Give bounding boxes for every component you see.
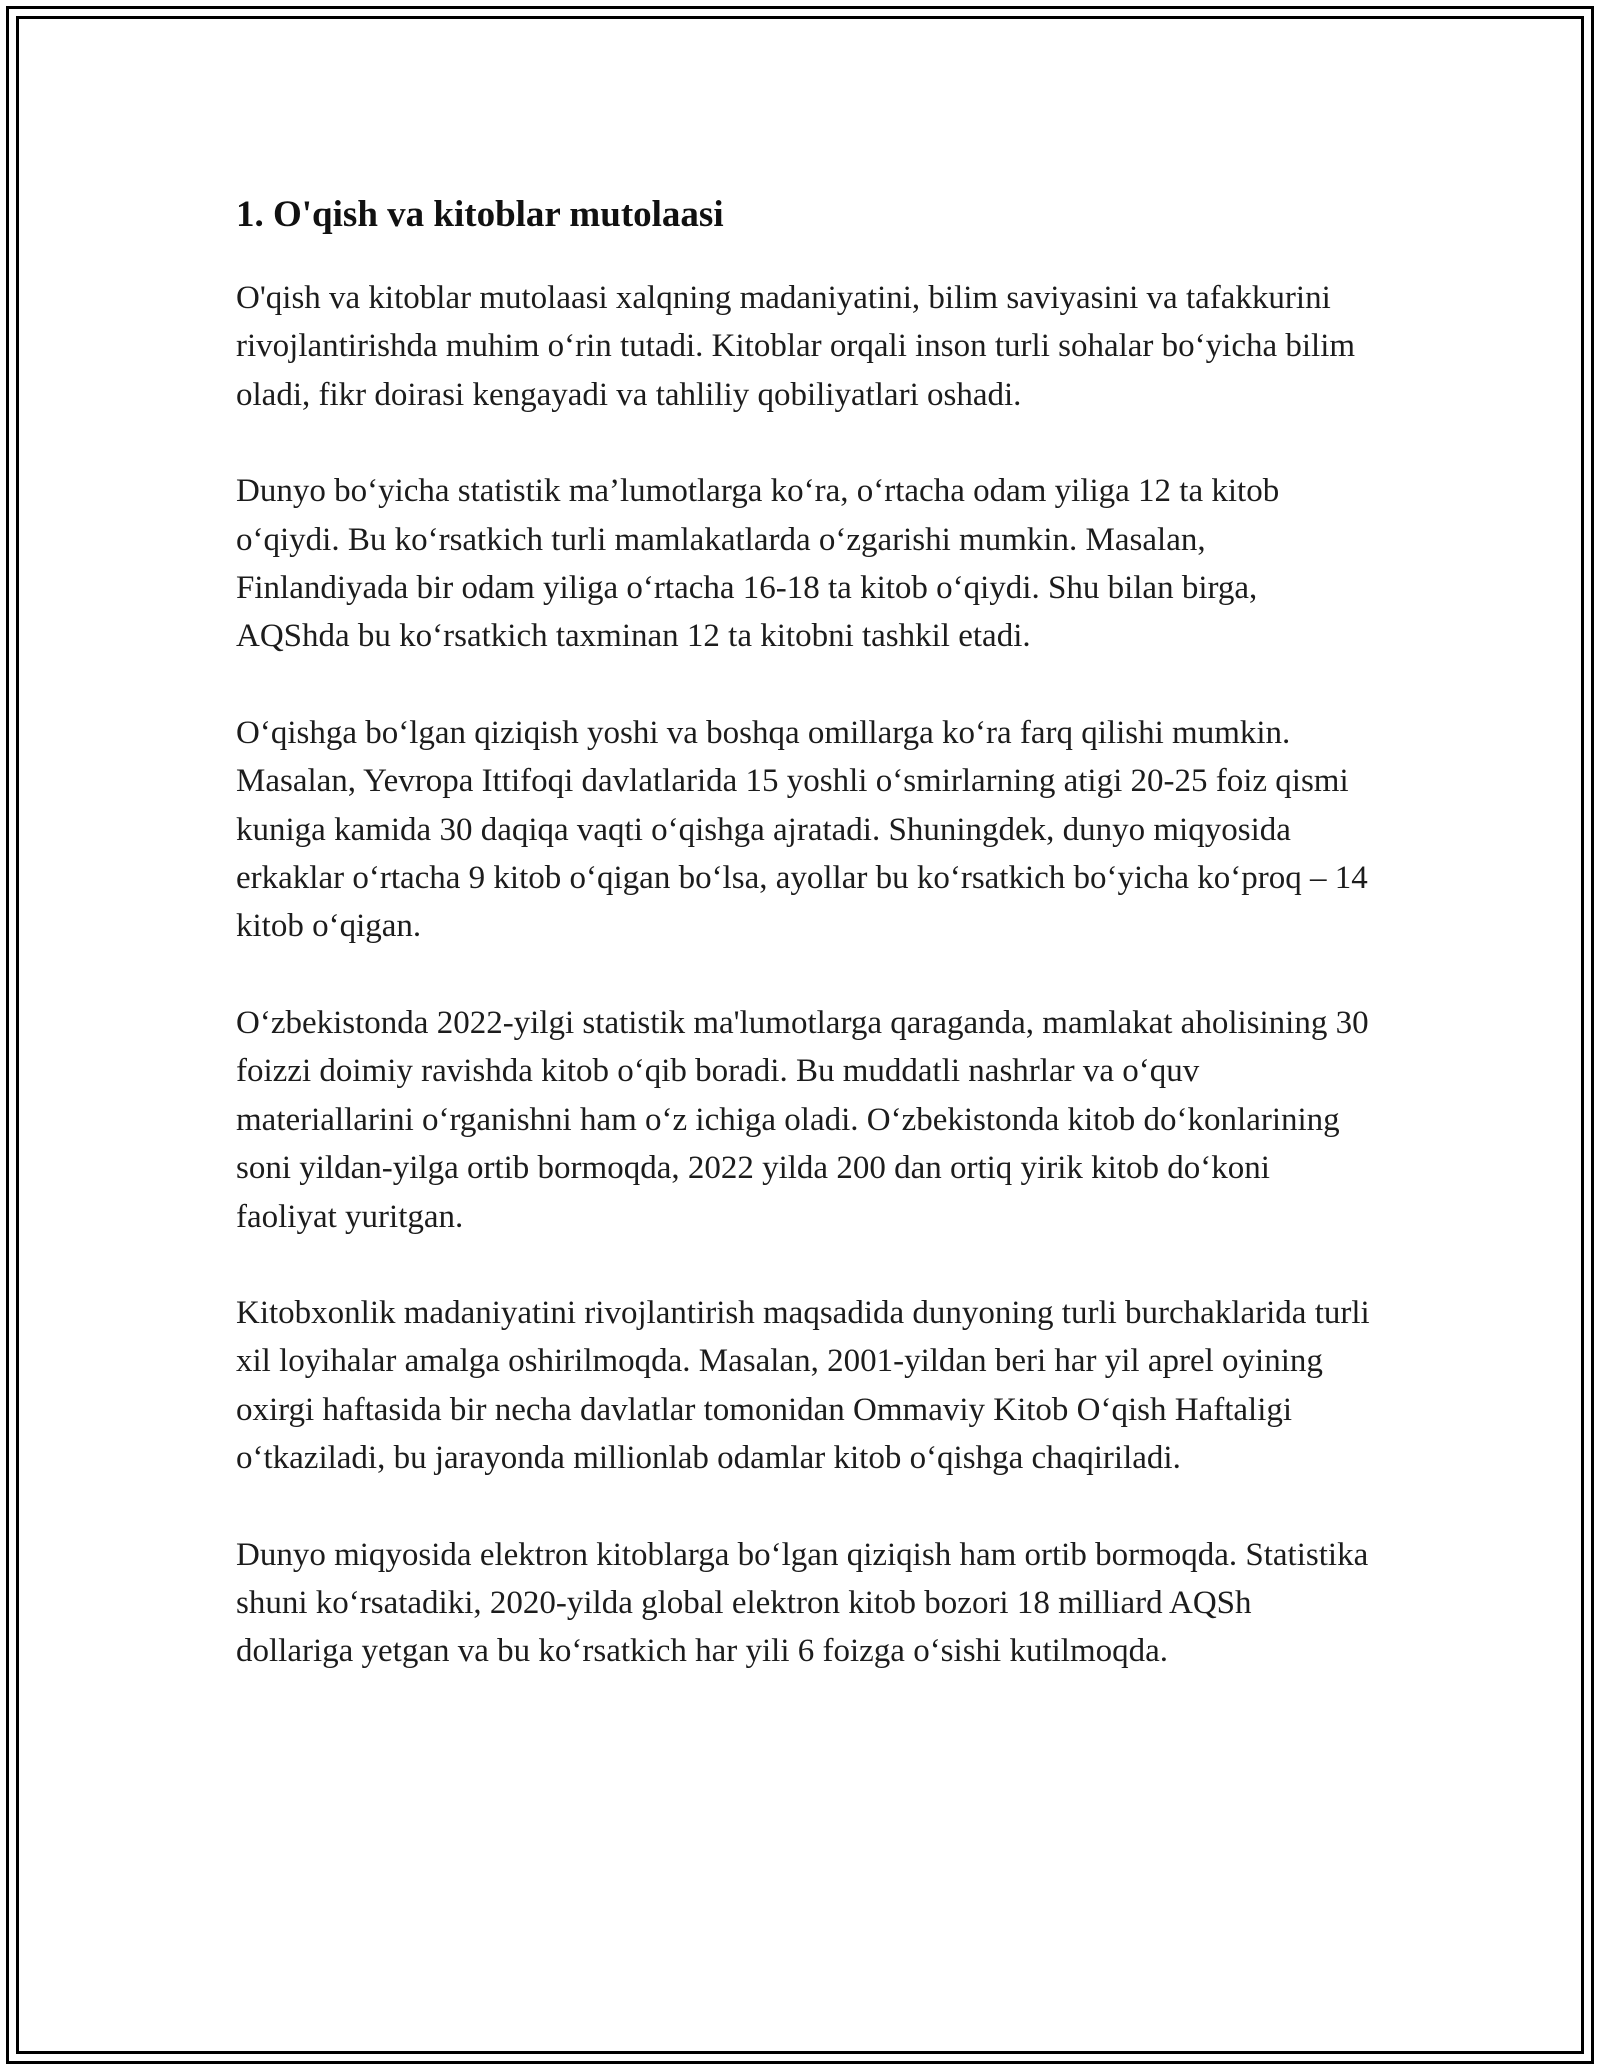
section-heading: 1. O'qish va kitoblar mutolaasi bbox=[236, 194, 724, 235]
paragraph-intro: O'qish va kitoblar mutolaasi xalqning madaniyatini, bilim saviyasini va tafakkurini rivojlantirishda muhim o‘rin tutadi. Kitoblar orqali inson turli sohalar bo‘yicha bilim oladi, fikr doirasi kengayadi va tahliliy qobiliyatlari oshadi. bbox=[236, 280, 1356, 413]
paragraph-reading-interest: O‘qishga bo‘lgan qiziqish yoshi va boshqa omillarga ko‘ra farq qilishi mumkin. Masalan, Yevropa Ittifoqi davlatlarida 15 yoshli o‘smirlarning atigi 20-25 foiz qismi kuniga kamida 30 daqiqa vaqti o‘qishga ajratadi. Shuningdek, dunyo miqyosida erkaklar o‘rtacha 9 kitob o‘qigan bo‘lsa, ayollar bu ko‘rsatkich bo‘yicha ko‘proq – 14 kitob o‘qigan. bbox=[236, 714, 1368, 945]
paragraph-reading-culture: Kitobxonlik madaniyatini rivojlantirish maqsadida dunyoning turli burchaklarida turli xil loyihalar amalga oshirilmoqda. Masalan, 2001-yildan beri har yil aprel oyining oxirgi haftasida bir necha davlatlar tomonidan Ommaviy Kitob O‘qish Haftaligi o‘tkaziladi, bu jarayonda millionlab odamlar kitob o‘qishga chaqiriladi. bbox=[236, 1294, 1370, 1477]
paragraph-uzbekistan: O‘zbekistonda 2022-yilgi statistik ma'lumotlarga qaraganda, mamlakat aholisining 30 foizzi doimiy ravishda kitob o‘qib boradi. Bu muddatli nashrlar va o‘quv materiallarini o‘rganishni ham o‘z ichiga oladi. O‘zbekistonda kitob do‘konlarining soni yildan-yilga ortib bormoqda, 2022 yilda 200 dan ortiq yirik kitob do‘koni faoliyat yuritgan. bbox=[236, 1004, 1369, 1235]
paragraph-ebooks: Dunyo miqyosida elektron kitoblarga bo‘lgan qiziqish ham ortib bormoqda. Statistika shuni ko‘rsatadiki, 2020-yilda global elektron kitob bozori 18 milliard AQSh dollariga yetgan va bu ko‘rsatkich har yili 6 foizga o‘sishi kutilmoqda. bbox=[236, 1536, 1369, 1670]
document-body bbox=[236, 190, 1376, 1724]
paragraph-world-statistics: Dunyo bo‘yicha statistik ma’lumotlarga ko‘ra, o‘rtacha odam yiliga 12 ta kitob o‘qiydi. Bu ko‘rsatkich turli mamlakatlarda o‘zgarishi mumkin. Masalan, Finlandiyada bir odam yiliga o‘rtacha 16-18 ta kitob o‘qiydi. Shu bilan birga, AQShda bu ko‘rsatkich taxminan 12 ta kitobni tashkil etadi. bbox=[236, 473, 1280, 655]
